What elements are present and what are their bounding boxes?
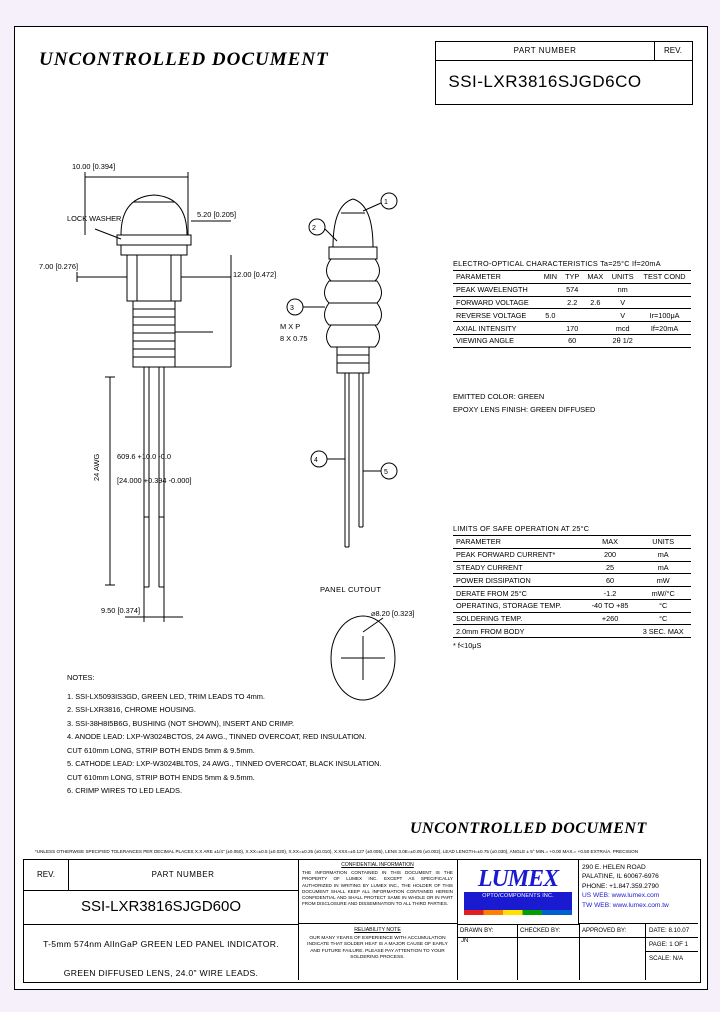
description-line-1: T-5mm 574nm AlInGaP GREEN LED PANEL INDICATOR. xyxy=(43,939,279,949)
col-max: MAX xyxy=(585,536,636,549)
col-units: UNITS xyxy=(607,271,638,284)
note-item: 1. SSI-LX5093IS3GD, GREEN LED, TRIM LEADS TO 4mm. xyxy=(67,691,265,701)
balloon-5: 5 xyxy=(384,469,388,476)
cell: 2.0mm FROM BODY xyxy=(453,625,585,638)
confidential-body: THE INFORMATION CONTAINED IN THIS DOCUMENT IS THE PROPERTY OF LUMEX INC. EXCEPT AS SPECIFICALLY AUTHORIZED IN WRITING BY LUMEX INC., THE HOLDER OF THIS DOCUMENT SHALL KEEP ALL INFORMATION CONTAINED HEREIN CONFIDENTIAL AND SHALL PROTECT SAME IN WHOLE OR IN PART FROM DISCLOSURE AND DISSEMINATION TO ALL THIRD PARTIES. xyxy=(302,870,453,907)
cell: 25 xyxy=(585,561,636,574)
cell: If=20mA xyxy=(638,322,691,335)
company-phone: PHONE: +1.847.359.2790 xyxy=(582,882,659,890)
cell: 200 xyxy=(585,548,636,561)
cell: -1.2 xyxy=(585,587,636,600)
cell: nm xyxy=(607,283,638,296)
electro-optical-caption: ELECTRO-OPTICAL CHARACTERISTICS Ta=25°C If=20mA xyxy=(453,259,661,268)
note-item: CUT 610mm LONG, STRIP BOTH ENDS 5mm & 9.5mm. xyxy=(67,772,255,782)
table-row xyxy=(453,322,691,335)
top-watermark: UNCONTROLLED DOCUMENT xyxy=(39,49,329,70)
reliability-title: RELIABILITY NOTE xyxy=(354,927,401,933)
cell: 574 xyxy=(561,283,583,296)
cell: DERATE FROM 25°C xyxy=(453,587,585,600)
emitted-color: EMITTED COLOR: GREEN xyxy=(453,392,545,401)
thread-callout-2: 8 X 0.75 xyxy=(280,334,308,343)
title-block xyxy=(23,859,701,983)
cell: mW/°C xyxy=(635,587,691,600)
part-number-box xyxy=(435,41,693,105)
date-row xyxy=(646,924,698,938)
description-line-2: GREEN DIFFUSED LENS, 24.0" WIRE LEADS. xyxy=(63,968,259,978)
cell: SOLDERING TEMP. xyxy=(453,612,585,625)
col-parameter: PARAMETER xyxy=(453,271,540,284)
cell: mW xyxy=(635,574,691,587)
cell: °C xyxy=(635,612,691,625)
page-label: PAGE: xyxy=(649,941,668,948)
dim-panel-cutout: ⌀8.20 [0.323] xyxy=(371,609,415,618)
cell: 170 xyxy=(561,322,583,335)
electro-optical-table xyxy=(453,259,691,348)
cell: 60 xyxy=(585,574,636,587)
cell: PEAK FORWARD CURRENT* xyxy=(453,548,585,561)
cell: OPERATING, STORAGE TEMP. xyxy=(453,599,585,612)
note-item: 5. CATHODE LEAD: LXP-W3024BLT0S, 24 AWG., TINNED OVERCOAT, BLACK INSULATION. xyxy=(67,759,382,768)
cell: REVERSE VOLTAGE xyxy=(453,309,540,322)
note-item: 3. SSI-38H8I5B6G, BUSHING (NOT SHOWN), INSERT AND CRIMP. xyxy=(67,718,294,728)
scale-row xyxy=(646,952,698,966)
rev-value xyxy=(654,60,692,104)
table-row xyxy=(453,561,691,574)
table-row xyxy=(453,574,691,587)
dim-flat-across: 10.00 [0.394] xyxy=(72,162,116,171)
company-logo xyxy=(458,860,579,925)
col-units: UNITS xyxy=(635,536,691,549)
cell: FORWARD VOLTAGE xyxy=(453,296,540,309)
company-tw-web[interactable]: TW WEB: www.lumex.com.tw xyxy=(582,901,669,909)
cell xyxy=(638,334,691,347)
confidential-note xyxy=(298,860,458,924)
table-header-row xyxy=(453,536,691,549)
part-number-value: SSI-LXR3816SJGD6CO xyxy=(448,72,642,91)
balloon-3: 3 xyxy=(290,305,294,312)
cell xyxy=(638,296,691,309)
cell: 5.0 xyxy=(540,309,561,322)
titleblock-description xyxy=(24,924,299,980)
table-row xyxy=(453,296,691,309)
col-parameter: PARAMETER xyxy=(453,536,585,549)
table-row xyxy=(453,599,691,612)
cell: V xyxy=(607,309,638,322)
dim-lead-spacing: 9.50 [0.374] xyxy=(101,606,141,615)
logo-color-stripes xyxy=(464,910,572,915)
note-item: CUT 610mm LONG, STRIP BOTH ENDS 5mm & 9.5mm. xyxy=(67,745,255,755)
col-testcond: TEST COND xyxy=(638,271,691,284)
cell: mA xyxy=(635,548,691,561)
logo-bar xyxy=(464,892,572,910)
cell: 60 xyxy=(561,334,583,347)
cell: POWER DISSIPATION xyxy=(453,574,585,587)
scale-label: SCALE: xyxy=(649,955,672,962)
company-us-web[interactable]: US WEB: www.lumex.com xyxy=(582,892,660,900)
safe-operation-footnote: * f<10μS xyxy=(453,641,482,651)
cell: Ir=100μA xyxy=(638,309,691,322)
approved-by-value xyxy=(580,938,646,980)
cell: 2.6 xyxy=(583,296,607,309)
cell: °C xyxy=(635,599,691,612)
dim-hex: 7.00 [0.276] xyxy=(39,262,79,271)
titleblock-part-number-label: PART NUMBER xyxy=(68,860,299,891)
cell xyxy=(583,322,607,335)
approved-by-label: APPROVED BY: xyxy=(580,924,646,938)
cell: +260 xyxy=(585,612,636,625)
cell: V xyxy=(607,296,638,309)
drawing-sheet xyxy=(14,26,708,990)
rev-label: REV. xyxy=(654,42,692,61)
col-max: MAX xyxy=(583,271,607,284)
panel-cutout-label: PANEL CUTOUT xyxy=(320,585,382,594)
cell: VIEWING ANGLE xyxy=(453,334,540,347)
notes-block xyxy=(67,672,447,799)
table-row xyxy=(453,625,691,638)
note-item: 6. CRIMP WIRES TO LED LEADS. xyxy=(67,786,182,795)
cell: -40 TO +85 xyxy=(585,599,636,612)
drawn-by-value: JN xyxy=(458,938,518,980)
confidential-title: CONFIDENTIAL INFORMATION xyxy=(341,862,414,868)
table-row xyxy=(453,612,691,625)
cell xyxy=(585,625,636,638)
cell xyxy=(583,309,607,322)
balloon-1: 1 xyxy=(384,199,388,206)
cell: STEADY CURRENT xyxy=(453,561,585,574)
dim-lead-length: 609.6 +10.0 -0.0 xyxy=(117,452,172,461)
checked-by-label: CHECKED BY: xyxy=(518,924,580,938)
page-row xyxy=(646,938,698,952)
date-label: DATE: xyxy=(649,927,667,934)
note-item: 4. ANODE LEAD: LXP-W3024BCTOS, 24 AWG., TINNED OVERCOAT, RED INSULATION. xyxy=(67,732,367,741)
cell: 2.2 xyxy=(561,296,583,309)
lens-finish: EPOXY LENS FINISH: GREEN DIFFUSED xyxy=(453,405,596,414)
cell xyxy=(638,283,691,296)
table-row xyxy=(453,283,691,296)
address-city: PALATINE, IL 60067-6976 xyxy=(582,873,659,881)
cell xyxy=(540,283,561,296)
balloon-2: 2 xyxy=(312,225,316,232)
dim-lead-gauge: 24 AWG xyxy=(92,453,101,481)
cell: PEAK WAVELENGTH xyxy=(453,283,540,296)
dim-body-length: 12.00 [0.472] xyxy=(233,270,277,279)
balloon-4: 4 xyxy=(314,457,318,464)
label-lock-washer: LOCK WASHER xyxy=(67,214,122,223)
titleblock-part-number: SSI-LXR3816SJGD60O xyxy=(24,890,299,925)
date-value: 8.10.07 xyxy=(668,927,690,934)
part-number-label: PART NUMBER xyxy=(436,42,655,61)
thread-callout-1: M X P xyxy=(280,322,301,331)
cell: AXIAL INTENSITY xyxy=(453,322,540,335)
company-address xyxy=(578,860,698,924)
dim-lead-length-in: [24.000 +0.394 -0.000] xyxy=(117,476,192,485)
note-item: 2. SSI-LXR3816, CHROME HOUSING. xyxy=(67,705,196,714)
address-street: 290 E. HELEN ROAD xyxy=(582,864,646,871)
titleblock-rev-label: REV. xyxy=(24,860,69,891)
safe-operation-table xyxy=(453,524,691,650)
logo-tagline: OPTO/COMPONENTS INC. xyxy=(482,893,554,899)
safe-operation-caption: LIMITS OF SAFE OPERATION AT 25°C xyxy=(453,524,590,533)
table-row xyxy=(453,587,691,600)
notes-title: NOTES: xyxy=(67,673,95,682)
cell: mA xyxy=(635,561,691,574)
cell: 3 SEC. MAX xyxy=(635,625,691,638)
page-value: 1 OF 1 xyxy=(669,941,689,948)
cell xyxy=(561,309,583,322)
cell xyxy=(540,296,561,309)
table-row xyxy=(453,309,691,322)
scale-value: N/A xyxy=(672,955,684,962)
checked-by-value xyxy=(518,938,580,980)
reliability-body: OUR MANY YEARS OF EXPERIENCE WITH ACCUMULATION INDICATE THAT SOLDER HEAT IS A MAJOR CAUSE OF EARLY AND FUTURE FAILURE. PLEASE PAY ATTENTION TO YOUR SOLDERING PROCESS. xyxy=(307,935,448,961)
emitted-color-block xyxy=(453,390,595,416)
table-row xyxy=(453,334,691,347)
logo-wordmark: LUMEX xyxy=(477,866,559,892)
cell xyxy=(540,322,561,335)
table-header-row xyxy=(453,271,691,284)
signature-block xyxy=(458,924,698,980)
dim-body-small: 5.20 [0.205] xyxy=(197,210,237,219)
cell: 2θ 1/2 xyxy=(607,334,638,347)
cell xyxy=(583,283,607,296)
col-typ: TYP xyxy=(561,271,583,284)
cell xyxy=(583,334,607,347)
col-min: MIN xyxy=(540,271,561,284)
table-row xyxy=(453,548,691,561)
drawn-by-label: DRAWN BY: xyxy=(458,924,518,938)
cell xyxy=(540,334,561,347)
reliability-note xyxy=(298,924,458,980)
cell: mcd xyxy=(607,322,638,335)
tolerance-note: *UNLESS OTHERWISE SPECIFIED TOLERANCES PER DECIMAL PLACES X.X ARE ±1/4" (±0.050), X.XX=±0.5 (±0.020), X.XX=±0.25 (±0.010), X.XXX=±0.127 (±0.005), LENS 3.0E=±0.05 (±0.002), LEAD LENGTH=±0.75 (±0.030), ANGLE ± 5° MIN.= +0.00 MAX.= +0.50 EXTRA/A. PRECISION xyxy=(35,849,639,854)
bottom-watermark: UNCONTROLLED DOCUMENT xyxy=(410,820,647,837)
